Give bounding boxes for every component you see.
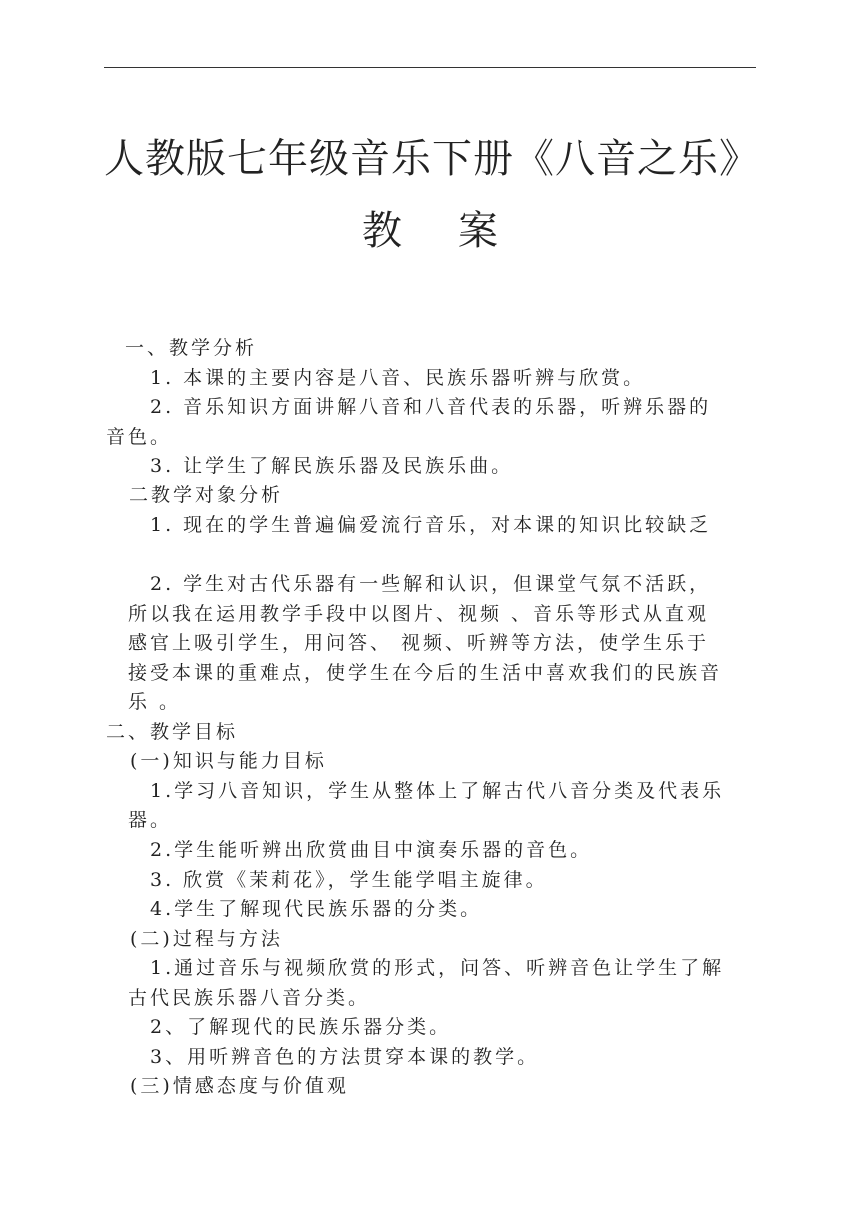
body-line: 器。	[128, 809, 173, 831]
subsection-heading: (二)过程与方法	[130, 928, 283, 950]
body-line: 所以我在运用教学手段中以图片、视频 、音乐等形式从直观	[128, 603, 710, 625]
body-line: 2、了解现代的民族乐器分类。	[150, 1016, 452, 1038]
body-line: 乐 。	[128, 691, 182, 713]
body-line: 古代民族乐器八音分类。	[128, 987, 371, 1009]
subsection-heading: (三)情感态度与价值观	[130, 1075, 349, 1097]
body-line: 1.学习八音知识，学生从整体上了解古代八音分类及代表乐	[150, 780, 725, 802]
body-line: 4.学生了解现代民族乐器的分类。	[150, 898, 483, 920]
document-title: 人教版七年级音乐下册《八音之乐》	[104, 136, 760, 182]
section-heading: 二教学对象分析	[129, 484, 284, 506]
body-line: 1. 现在的学生普遍偏爱流行音乐，对本课的知识比较缺乏	[150, 514, 712, 536]
header-rule	[104, 67, 756, 68]
subsection-heading: (一)知识与能力目标	[130, 750, 327, 772]
body-line: 2. 学生对古代乐器有一些解和认识，但课堂气氛不活跃，	[150, 573, 712, 595]
body-line: 接受本课的重难点，使学生在今后的生活中喜欢我们的民族音	[128, 662, 723, 684]
section-heading: 一、教学分析	[125, 337, 258, 359]
body-line: 2.学生能听辨出欣赏曲目中演奏乐器的音色。	[150, 839, 593, 861]
section-heading: 二、教学目标	[106, 721, 239, 743]
body-line: 3. 让学生了解民族乐器及民族乐曲。	[150, 455, 514, 477]
body-line: 2. 音乐知识方面讲解八音和八音代表的乐器，听辨乐器的	[150, 396, 712, 418]
document-subtitle: 教案	[362, 208, 554, 254]
body-line: 音色。	[106, 426, 173, 448]
body-line: 1. 本课的主要内容是八音、民族乐器听辨与欣赏。	[150, 367, 646, 389]
body-line: 3. 欣赏《茉莉花》，学生能学唱主旋律。	[150, 869, 548, 891]
body-line: 感官上吸引学生，用问答、 视频、听辨等方法，使学生乐于	[128, 632, 710, 654]
body-line: 1.通过音乐与视频欣赏的形式，问答、听辨音色让学生了解	[150, 957, 725, 979]
body-line: 3、用听辨音色的方法贯穿本课的教学。	[150, 1046, 540, 1068]
